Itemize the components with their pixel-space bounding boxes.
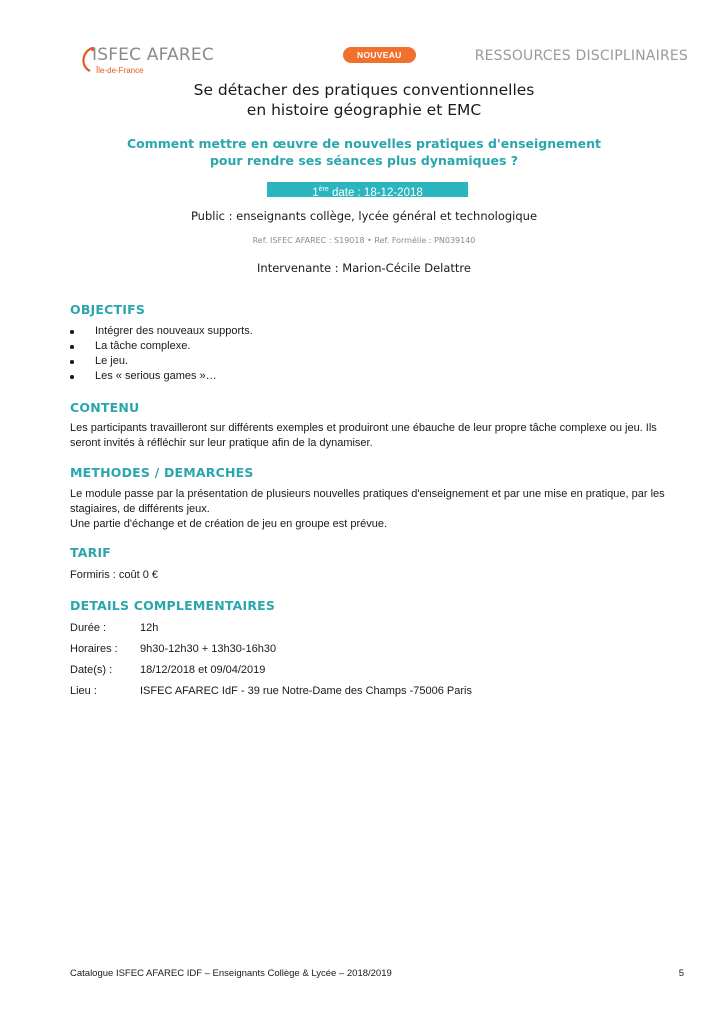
- section-label: RESSOURCES DISCIPLINAIRES: [474, 48, 688, 64]
- methodes-text: Le module passe par la présentation de plusieurs nouvelles pratiques d'enseignement et par une mise en pratique, par les stagiaires, de différents jeux.: [70, 488, 665, 515]
- title-line-2: en histoire géographie et EMC: [246, 101, 482, 119]
- methodes-heading: METHODES / DEMARCHES: [70, 465, 254, 480]
- date-superscript: ère: [318, 186, 329, 193]
- page-title: [0, 80, 728, 120]
- date-prefix: 1: [312, 186, 319, 199]
- logo-subtext: Île-de-France: [96, 66, 144, 75]
- speaker: Intervenante : Marion-Cécile Delattre: [257, 261, 471, 275]
- objectifs-heading: OBJECTIFS: [70, 302, 146, 317]
- details-heading: DETAILS COMPLEMENTAIRES: [70, 598, 276, 613]
- footer-text: Catalogue ISFEC AFAREC IDF – Enseignants Collège & Lycée – 2018/2019: [70, 968, 392, 979]
- contenu-text: Les participants travailleront sur différents exemples et produiront une ébauche de leur propre tâche complexe ou jeu. Ils seront invités à réfléchir sur leur pratique afin de la dynamiser.: [70, 422, 657, 449]
- methodes-text-2: Une partie d'échange et de création de jeu en groupe est prévue.: [70, 518, 388, 530]
- logo-text: ISFEC AFAREC: [92, 45, 214, 65]
- contenu-heading: CONTENU: [70, 400, 140, 415]
- reference: Ref. ISFEC AFAREC : S19018 • Ref. Formélie : PN039140: [252, 236, 476, 245]
- date-text: date : 18-12-2018: [328, 186, 423, 199]
- subtitle-line-1: Comment mettre en œuvre de nouvelles pratiques d'enseignement: [126, 136, 602, 151]
- subtitle-line-2: pour rendre ses séances plus dynamiques ?: [209, 153, 519, 168]
- page: ISFEC AFAREC Île-de-France NOUVEAU RESSOURCES DISCIPLINAIRES Se détacher des pratiques conventionnelles en histoire géographie et EMC Comment mettre en œuvre de nouvelles pratiques d'enseignement pour rendre ses séances plus dynamiques ? 1ère date : 18-12-2018 Public : enseignants collège, lycée général et technologique Ref. ISFEC AFAREC : S19018 • Ref. Formélie : PN039140 Intervenante : Marion-Cécile Delattre OBJECTIFS Intégrer des nouveaux supports. La tâche complexe. Le jeu. Les « serious games »… CONTENU Les participants travailleront sur différents exemples et produiront une ébauche de leur propre tâche complexe ou jeu. Ils seront invités à réfléchir sur leur pratique afin de la dynamiser. METHODES / DEMARCHES Le module passe par la présentation de plusieurs nouvelles pratiques d'enseignement et par une mise en pratique, par les stagiaires, de différents jeux. Une partie d'échange et de création de jeu en groupe est prévue. TARIF Formiris : coût 0 € DETAILS COMPLEMENTAIRES Durée : 12h Horaires : 9h30-12h30 + 13h30-16h30 Date(s) : 18/12/2018 et 09/04/2019 Lieu : ISFEC AFAREC IdF - 39 rue Notre-Dame des Champs -75006 Paris Catalogue ISFEC AFAREC IDF – Enseignants Collège & Lycée – 2018/2019 5: [0, 0, 728, 1024]
- bullet-icon: [70, 330, 74, 334]
- isfec-logo: [78, 44, 228, 78]
- tarif-text: Formiris : coût 0 €: [70, 569, 159, 581]
- title-line-1: Se détacher des pratiques conventionnelles: [193, 81, 535, 99]
- new-badge: NOUVEAU: [343, 47, 416, 63]
- bullet-icon: [70, 360, 74, 364]
- page-subtitle: [0, 135, 728, 169]
- bullet-icon: [70, 375, 74, 379]
- bullet-icon: [70, 345, 74, 349]
- page-number: 5: [678, 968, 684, 979]
- date-bar: [267, 182, 468, 197]
- audience: Public : enseignants collège, lycée général et technologique: [190, 209, 538, 223]
- tarif-heading: TARIF: [70, 545, 112, 560]
